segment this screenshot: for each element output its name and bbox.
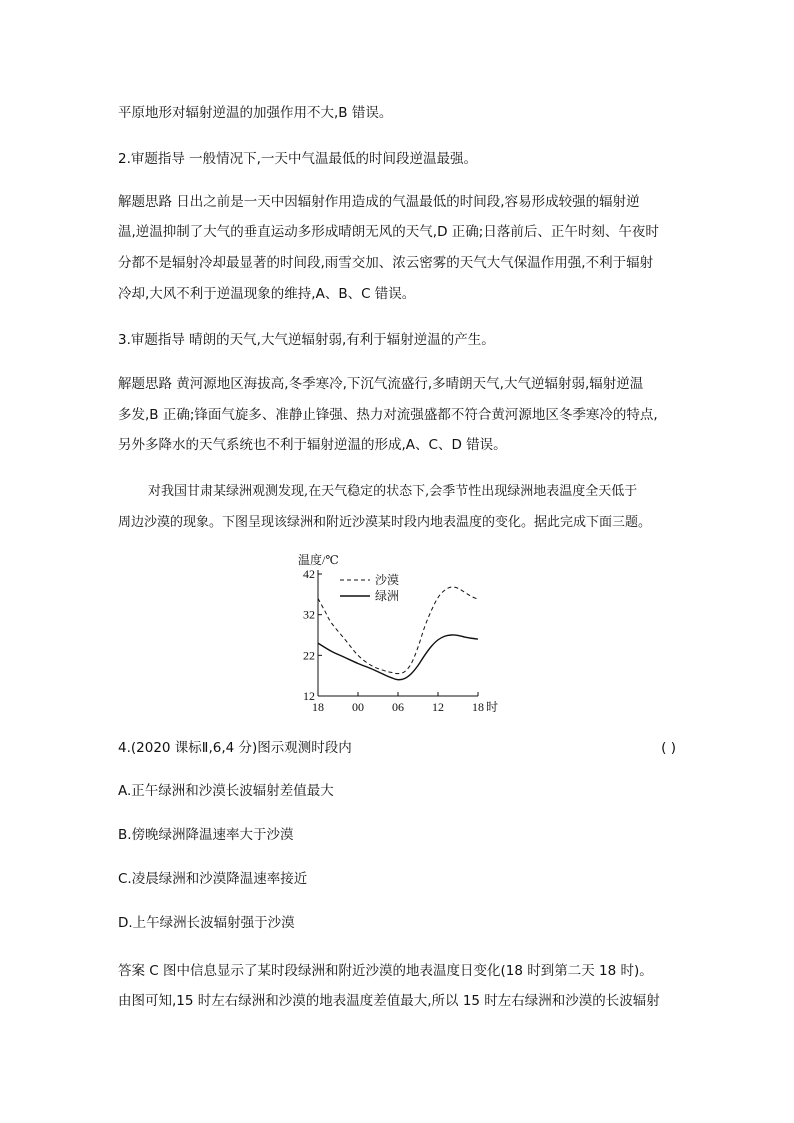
y-tick-label: 22 — [303, 648, 315, 663]
x-tick-label: 18 — [472, 700, 484, 714]
option-c: C.凌晨绿洲和沙漠降温速率接近 — [118, 871, 308, 887]
y-tick-label: 42 — [303, 567, 315, 581]
legend-label: 绿洲 — [375, 589, 400, 603]
text-line: 解题思路 日出之前是一天中因辐射作用造成的气温最低的时间段,容易形成较强的辐射逆 — [118, 194, 640, 210]
question-stem: 4.(2020 课标Ⅱ,6,4 分)图示观测时段内 — [118, 740, 352, 756]
option-d: D.上午绿洲长波辐射强于沙漠 — [118, 915, 295, 931]
intro-line: 对我国甘肃某绿洲观测发现,在天气稳定的状态下,会季节性出现绿洲地表温度全天低于 — [148, 484, 638, 499]
text-line: 多发,B 正确;锋面气旋多、准静止锋强、热力对流强盛都不符合黄河源地区冬季寒冷的特点, — [118, 407, 658, 423]
x-tick-label: 00 — [352, 700, 364, 714]
x-tick-label: 12 — [432, 700, 444, 714]
text-line: 另外多降水的天气系统也不利于辐射逆温的形成,A、C、D 错误。 — [118, 437, 507, 453]
text-line: 解题思路 黄河源地区海拔高,冬季寒冷,下沉气流盛行,多晴朗天气,大气逆辐射弱,辐射逆温 — [118, 376, 644, 392]
text-line: 2.审题指导 一般情况下,一天中气温最低的时间段逆温最强。 — [118, 151, 477, 167]
x-tick-label: 18 — [312, 700, 324, 714]
text-line: 3.审题指导 晴朗的天气,大气逆辐射弱,有利于辐射逆温的产生。 — [118, 332, 495, 348]
series-line-绿洲 — [318, 635, 478, 680]
x-tick-label: 06 — [392, 700, 404, 714]
y-tick-label: 32 — [303, 607, 315, 622]
answer-bracket: ( ) — [661, 740, 676, 756]
x-axis-unit: 时 — [486, 700, 499, 714]
answer-line: 由图可知,15 时左右绿洲和沙漠的地表温度差值最大,所以 15 时左右绿洲和沙漠的长波辐射 — [118, 993, 660, 1009]
answer-line: 答案 C 图中信息显示了某时段绿洲和附近沙漠的地表温度日变化(18 时到第二天 18 时)。 — [118, 963, 653, 979]
option-b: B.傍晚绿洲降温速率大于沙漠 — [118, 827, 294, 843]
text-line: 温,逆温抑制了大气的垂直运动多形成晴朗无风的天气,D 正确;日落前后、正午时刻、午夜时 — [118, 224, 659, 240]
intro-line: 周边沙漠的现象。下图呈现该绿洲和附近沙漠某时段内地表温度的变化。据此完成下面三题。 — [118, 515, 652, 530]
text-line: 分都不是辐射冷却最显著的时间段,雨雪交加、浓云密雾的天气大气保温作用强,不利于辐射 — [118, 255, 654, 271]
option-a: A.正午绿洲和沙漠长波辐射差值最大 — [118, 783, 334, 799]
text-line: 冷却,大风不利于逆温现象的维持,A、B、C 错误。 — [118, 286, 416, 302]
y-tick-label: 12 — [303, 689, 315, 703]
chart-svg — [290, 548, 500, 720]
temperature-chart — [290, 548, 500, 720]
text-line: 平原地形对辐射逆温的加强作用不大,B 错误。 — [118, 105, 393, 121]
legend-label: 沙漠 — [375, 573, 400, 587]
y-axis-label: 温度/℃ — [298, 553, 339, 567]
